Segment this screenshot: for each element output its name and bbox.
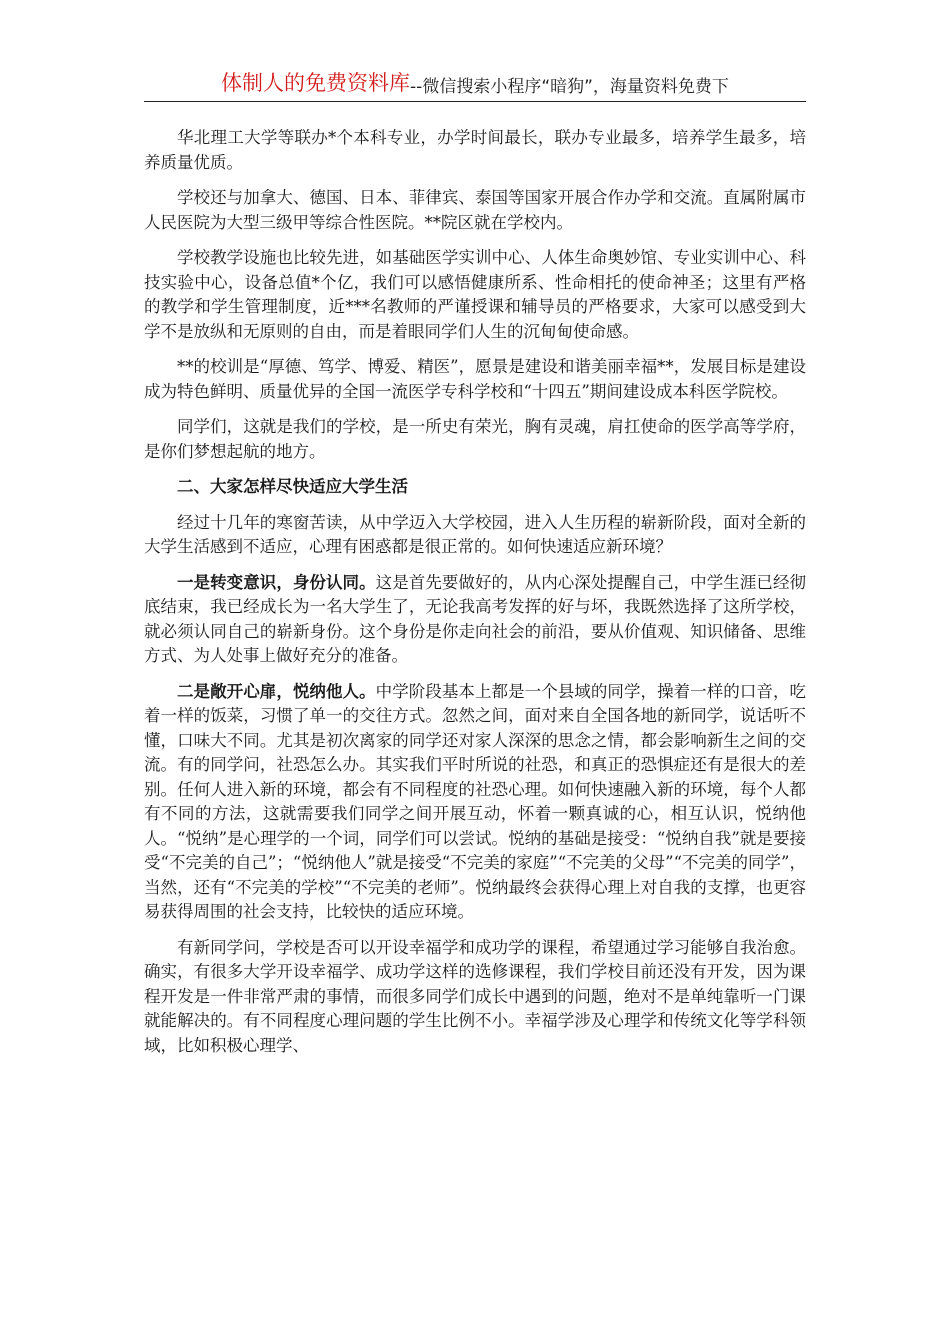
paragraph-text: 这是首先要做好的，从内心深处提醒自己，中学生涯已经彻底结束，我已经成长为一名大学生了，无论我高考发挥的好与坏，我既然选择了这所学校，就必须认同自己的崭新身份。这个身份是你走向社会的前沿，要从价值观、知识储备、思维方式、为人处事上做好充分的准备。 xyxy=(144,572,807,665)
paragraph-text: 中学阶段基本上都是一个县域的同学，操着一样的口音，吃着一样的饭菜，习惯了单一的交往方式。忽然之间，面对来自全国各地的新同学，说话听不懂，口味大不同。尤其是初次离家的同学还对家人深深的思念之情，都会影响新生之间的交流。有的同学问，社恐怎么办。其实我们平时所说的社恐，和真正的恐惧症还有是很大的差别。任何人进入新的环境，都会有不同程度的社恐心理。如何快速融入新的环境，每个人都有不同的方法，这就需要我们同学之间开展互动，怀着一颗真诚的心，相互认识，悦纳他人。“悦纳”是心理学的一个词，同学们可以尝试。悦纳的基础是接受：“悦纳自我”就是要接受“不完美的自己”；“悦纳他人”就是接受“不完美的家庭”“不完美的父母”“不完美的同学”，当然，还有“不完美的学校”“不完美的老师”。悦纳最终会获得心理上对自我的支撑，也更容易获得周围的社会支持，比较快的适应环境。 xyxy=(144,681,807,921)
paragraph xyxy=(144,680,806,925)
paragraph-lead: 二是敞开心扉，悦纳他人。 xyxy=(177,681,376,701)
paragraph xyxy=(144,511,806,560)
paragraph-text: **的校训是“厚德、笃学、博爱、精医”，愿景是建设和谐美丽幸福**，发展目标是建设成为特色鲜明、质量优异的全国一流医学专科学校和“十四五”期间建设成本科医学院校。 xyxy=(144,357,806,401)
paragraph xyxy=(144,571,806,669)
paragraph-text: 华北理工大学等联办*个本科专业，办学时间最长，联办专业最多，培养学生最多，培养质量优质。 xyxy=(144,128,806,172)
document-body xyxy=(144,126,806,1069)
header-brand: 体制人的免费资料库 xyxy=(221,71,411,95)
paragraph-text: 学校教学设施也比较先进，如基础医学实训中心、人体生命奥妙馆、专业实训中心、科技实验中心，设备总值*个亿，我们可以感悟健康所系、性命相托的使命神圣；这里有严格的教学和学生管理制度，近***名教师的严谨授课和辅导员的严格要求，大家可以感受到大学不是放纵和无原则的自由，而是着眼同学们人生的沉甸甸使命感。 xyxy=(144,248,806,341)
paragraph-text: 同学们，这就是我们的学校，是一所史有荣光，胸有灵魂，肩扛使命的医学高等学府，是你们梦想起航的地方。 xyxy=(144,417,806,461)
paragraph xyxy=(144,936,806,1059)
paragraph-text: 有新同学问，学校是否可以开设幸福学和成功学的课程，希望通过学习能够自我治愈。确实，有很多大学开设幸福学、成功学这样的选修课程，我们学校目前还没有开发，因为课程开发是一件非常严肃的事情，而很多同学们成长中遇到的问题，绝对不是单纯靠听一门课就能解决的。有不同程度心理问题的学生比例不小。幸福学涉及心理学和传统文化等学科领域，比如积极心理学、 xyxy=(144,937,806,1055)
paragraph xyxy=(144,415,806,464)
section-heading xyxy=(144,475,806,500)
page-header xyxy=(144,72,806,102)
paragraph xyxy=(144,186,806,235)
header-subtitle: --微信搜索小程序“暗狗”，海量资料免费下 xyxy=(410,77,729,97)
paragraph-text: 学校还与加拿大、德国、日本、菲律宾、泰国等国家开展合作办学和交流。直属附属市人民医院为大型三级甲等综合性医院。**院区就在学校内。 xyxy=(144,188,806,232)
section-heading-text: 二、大家怎样尽快适应大学生活 xyxy=(177,477,408,496)
paragraph-lead: 一是转变意识，身份认同。 xyxy=(177,572,376,592)
paragraph-text: 经过十几年的寒窗苦读，从中学迈入大学校园，进入人生历程的崭新阶段，面对全新的大学生活感到不适应，心理有困惑都是很正常的。如何快速适应新环境？ xyxy=(144,512,806,556)
paragraph xyxy=(144,355,806,404)
paragraph xyxy=(144,246,806,344)
paragraph xyxy=(144,126,806,175)
